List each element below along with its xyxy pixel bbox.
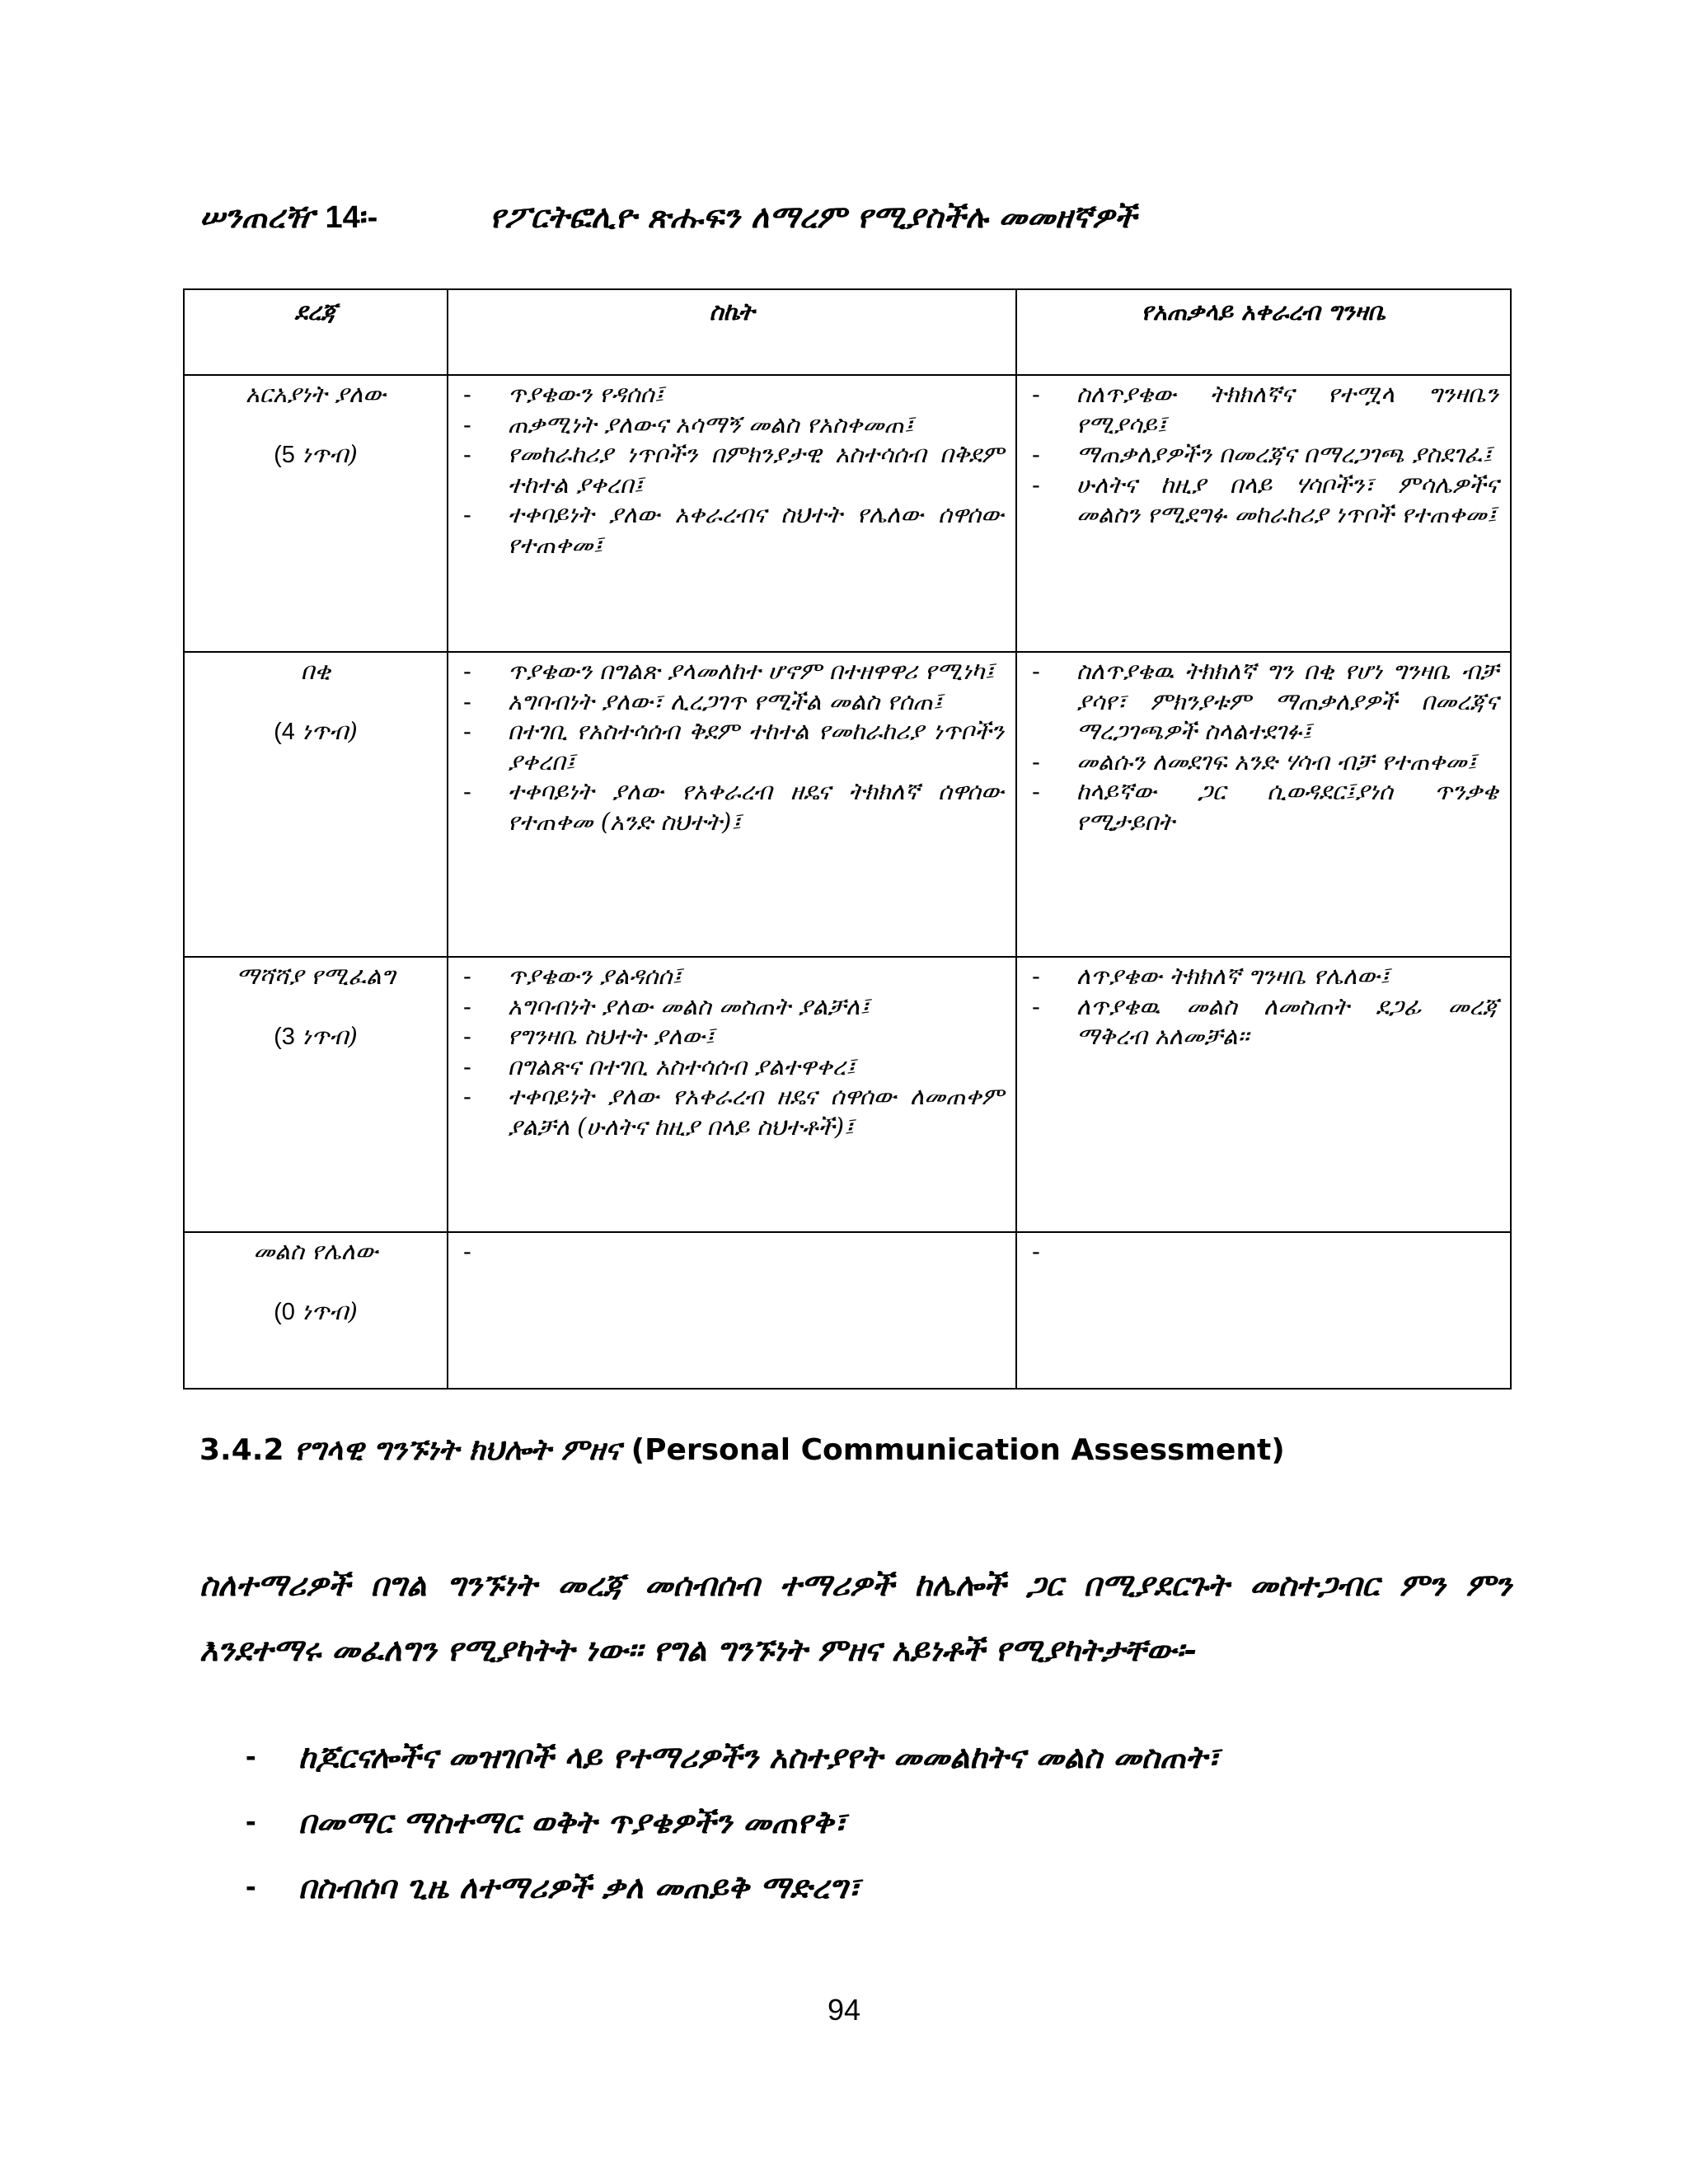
- level-cell: [184, 957, 448, 1232]
- list-item: - በስብሰባ ጊዜ ለተማሪዎች ቃለ መጠይቅ ማድረግ፣: [239, 1854, 1512, 1919]
- list-item: - ሁለትና ከዚያ በላይ ሃሳቦችን፣ ምሳሌዎችና መልስን የሚደግፉ መከራከሪያ ነጥቦች የተጠቀመ፤: [1029, 470, 1498, 530]
- table-caption: [199, 198, 1137, 236]
- list-item: - ማጠቃለያዎችን በመረጃና በማረጋገጫ ያስደገፈ፤: [1029, 439, 1498, 470]
- list-item: - ከላይኛው ጋር ሲወዳደር፤ያነሰ ጥንቃቄ የሚታይበት: [1029, 776, 1498, 837]
- list-item: - የግንዛቤ ስህተት ያለው፤: [460, 1021, 1004, 1052]
- assessment-types-list: [239, 1724, 1512, 1919]
- list-item: - ተቀባይነት ያለው የአቀራረብ ዘዴና ሰዋሰው ለመጠቀም ያልቻለ (ሁለትና ከዚያ በላይ ስህተቶች)፤: [460, 1081, 1004, 1141]
- section-title-amharic: የግላዊ ግንኙነት ክህሎት ምዘና: [294, 1432, 621, 1467]
- list-item: - በግልጽና በተገቢ አስተሳሰብ ያልተዋቀረ፤: [460, 1052, 1004, 1082]
- level-cell: [184, 1232, 448, 1389]
- criteria-list: [460, 379, 1004, 560]
- caption-label: ሠንጠረዥ 14፡-: [199, 198, 378, 235]
- feedback-cell: [1016, 652, 1511, 957]
- list-item: - ለጥያቄዉ መልስ ለመስጠት ደጋፊ መረጃ ማቅረብ አለመቻል፡፡: [1029, 991, 1498, 1052]
- list-item: - አግባብነት ያለው፣ ሊረጋገጥ የሚችል መልስ የሰጠ፤: [460, 687, 1004, 717]
- list-item: - የመከራከሪያ ነጥቦችን በምክንያታዊ አስተሳሰብ በቅደም ተከተል ያቀረበ፤: [460, 439, 1004, 499]
- list-item: - ስለጥያቄው ትክክለኛና የተሟላ ግንዛቤን የሚያሳይ፤: [1029, 379, 1498, 439]
- level-name: መልስ የሌለው: [253, 1237, 378, 1265]
- list-item: - ተቀባይነት ያለው አቀራረብና ስህተት የሌለው ሰዋሰው የተጠቀመ፤: [460, 499, 1004, 560]
- header-level: ደረጃ: [184, 289, 448, 375]
- table-row: [184, 375, 1511, 652]
- list-item: - ጠቃሚነት ያለውና አሳማኝ መልስ የአስቀመጠ፤: [460, 410, 1004, 440]
- list-item: - ስለጥያቄዉ ትክክለኛ ግን በቂ የሆነ ግንዛቤ ብቻ ያሳየ፣ ምክንያቱም ማጠቃለያዎች በመረጃና ማረጋገጫዎች ስላልተደገፉ፤: [1029, 656, 1498, 747]
- list-item: - ጥያቄውን በግልጽ ያላመለከተ ሆኖም በተዘዋዋሪ የሚነካ፤: [460, 656, 1004, 687]
- level-points: (3 ነጥብ): [274, 1021, 358, 1050]
- criteria-list: [460, 656, 1004, 837]
- level-points: (4 ነጥብ): [274, 716, 358, 745]
- list-item: - ጥያቄውን ያልዳሰሰ፤: [460, 961, 1004, 991]
- table-header-row: [184, 289, 1511, 375]
- feedback-cell: [1016, 375, 1511, 652]
- section-number: 3.4.2: [199, 1433, 284, 1467]
- rubric-table: [183, 288, 1512, 1390]
- feedback-cell: [1016, 1232, 1511, 1389]
- feedback-list: [1029, 961, 1498, 1052]
- feedback-list: [1029, 656, 1498, 837]
- list-item: - ተቀባይነት ያለው የአቀራረብ ዘዴና ትክክለኛ ሰዋሰው የተጠቀመ (አንድ ስህተት)፤: [460, 776, 1004, 837]
- section-heading: [199, 1432, 1285, 1468]
- level-cell: [184, 652, 448, 957]
- list-item: - ለጥያቄው ትክክለኛ ግንዛቤ የሌለው፤: [1029, 961, 1498, 991]
- feedback-cell: [1016, 957, 1511, 1232]
- list-item: - መልሱን ለመደገፍ አንድ ሃሳብ ብቻ የተጠቀመ፤: [1029, 747, 1498, 777]
- criteria-cell: [448, 652, 1016, 957]
- table-row: [184, 652, 1511, 957]
- level-name: አርአያነት ያለው: [245, 380, 387, 408]
- feedback-list: [1029, 379, 1498, 530]
- body-paragraph: ስለተማሪዎች በግል ግንኙነት መረጃ መሰብሰብ ተማሪዎች ከሌሎች ጋር በሚያደርጉት መስተጋብር ምን ምን እንደተማሩ መፈለግን የሚያካትት ነው፡፡ የግል ግንኙነት ምዘና አይነቶች የሚያካትታቸው፡-: [199, 1566, 1512, 1668]
- level-points: (5 ነጥብ): [274, 439, 358, 468]
- criteria-cell: [448, 957, 1016, 1232]
- table-row: [184, 1232, 1511, 1389]
- section-title-english: (Personal Communication Assessment): [631, 1433, 1285, 1467]
- header-overall-understanding: የአጠቃላይ አቀራረብ ግንዛቤ: [1016, 289, 1511, 375]
- level-points: (0 ነጥብ): [274, 1296, 358, 1325]
- list-item: - በመማር ማስተማር ወቅት ጥያቄዎችን መጠየቅ፣: [239, 1789, 1512, 1854]
- caption-title: የፖርትፎሊዮ ጽሑፍን ለማረም የሚያስችሉ መመዘኛዎች: [490, 198, 1137, 235]
- criteria-list: [460, 961, 1004, 1141]
- page-number: 94: [827, 1993, 861, 2027]
- level-cell: [184, 375, 448, 652]
- list-item: - ከጆርናሎችና መዝገቦች ላይ የተማሪዎችን አስተያየት መመልከትና መልስ መስጠት፣: [239, 1724, 1512, 1789]
- level-name: ማሻሻያ የሚፈልግ: [236, 962, 396, 990]
- criteria-cell: [448, 375, 1016, 652]
- list-item: - በተገቢ የአስተሳሰብ ቅደም ተከተል የመከራከሪያ ነጥቦችን ያቀረበ፤: [460, 716, 1004, 776]
- criteria-cell: [448, 1232, 1016, 1389]
- list-item: - ጥያቄውን የዳሰሰ፤: [460, 379, 1004, 410]
- list-item: - አግባብነት ያለው መልስ መስጠት ያልቻለ፤: [460, 991, 1004, 1022]
- table-row: [184, 957, 1511, 1232]
- level-name: በቂ: [300, 657, 331, 685]
- header-achievement: ስኬት: [448, 289, 1016, 375]
